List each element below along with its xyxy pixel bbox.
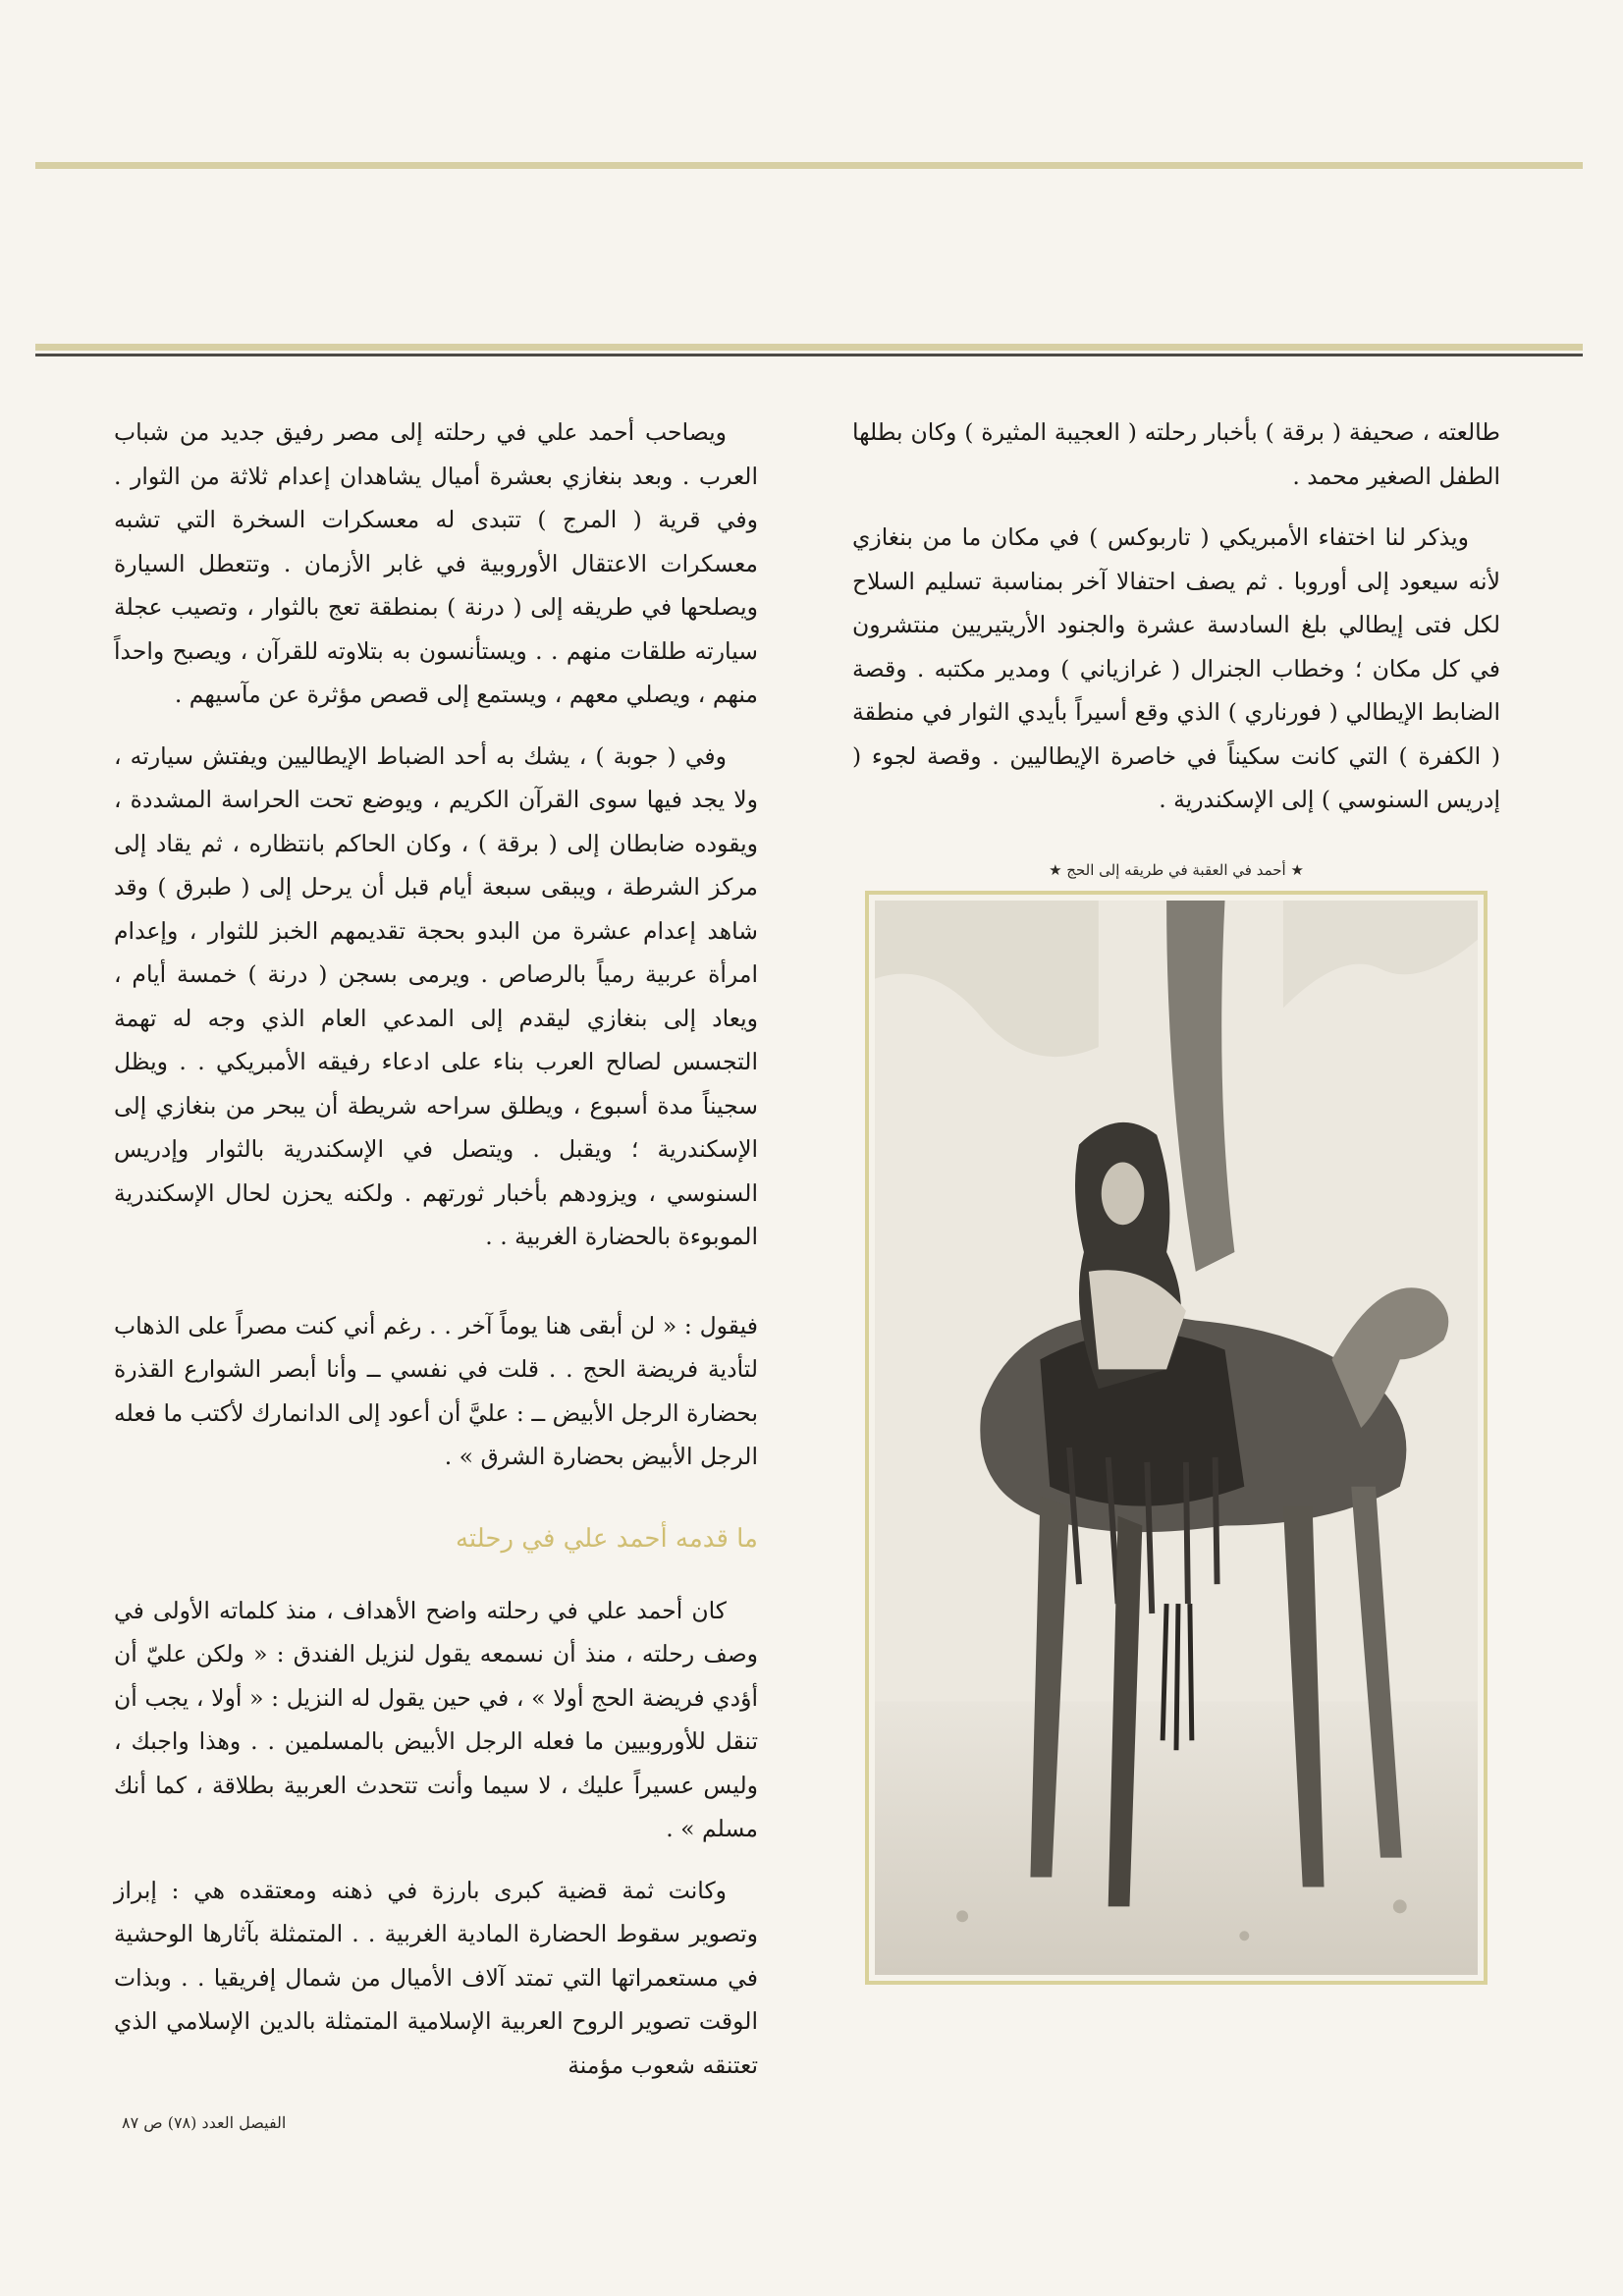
left-paragraph-1: ويصاحب أحمد علي في رحلته إلى مصر رفيق جديد من شباب العرب . وبعد بنغازي بعشرة أميال يشاهدان إعدام ثلاثة من الثوار . وفي قرية ( المرج ) تتبدى له معسكرات السخرة التي تشبه معسكرات الاعتقال الأوروبية في غابر الأزمان . وتتعطل السيارة ويصلحها في طريقه إلى ( درنة ) بمنطقة تعج بالثوار ، وتصيب عجلة سيارته طلقات منهم . . ويستأنسون به بتلاوته للقرآن ، ويصبح واحداً منهم ، ويصلي معهم ، ويستمع إلى قصص مؤثرة عن مآسيهم . bbox=[114, 418, 758, 708]
left-paragraph-3: فيقول : « لن أبقى هنا يوماً آخر . . رغم أني كنت مصراً على الذهاب لتأدية فريضة الحج . . قلت في نفسي ــ وأنا أبصر الشوارع القذرة بحضارة الرجل الأبيض ــ : عليَّ أن أعود إلى الدانمارك لأكتب ما فعله الرجل الأبيض بحضارة الشرق » . bbox=[114, 1311, 758, 1470]
right-paragraph-1: طالعته ، صحيفة ( برقة ) بأخبار رحلته ( العجيبة المثيرة ) وكان بطلها الطفل الصغير محمد . bbox=[852, 418, 1500, 490]
middle-rule-dark bbox=[35, 354, 1583, 356]
left-paragraph-5: وكانت ثمة قضية كبرى بارزة في ذهنه ومعتقده هي : إبراز وتصوير سقوط الحضارة المادية الغربية . . المتمثلة بآثارها الوحشية في مستعمراتها التي تمتد آلاف الأميال من شمال إفريقيا . . وبذات الوقت تصوير الروح العربية الإسلامية المتمثلة بالدين الإسلامي الذي تعتنقه شعوب مؤمنة bbox=[114, 1876, 758, 2079]
right-column bbox=[852, 410, 1500, 1985]
pilgrim-on-camel-photo bbox=[875, 901, 1478, 1975]
left-paragraph-4: كان أحمد علي في رحلته واضح الأهداف ، منذ كلماته الأولى في وصف رحلته ، منذ أن نسمعه يقول لنزيل الفندق : « ولكن عليّ أن أؤدي فريضة الحج أولا » ، في حين يقول له النزيل : « أولا ، يجب أن تنقل للأوروبيين ما فعله الرجل الأبيض بالمسلمين . . وهذا واجبك ، وليس عسيراً عليك ، لا سيما وأنت تتحدث العربية بطلاقة ، كما أنك مسلم » . bbox=[114, 1596, 758, 1842]
right-paragraph-2: ويذكر لنا اختفاء الأمبريكي ( تاربوكس ) في مكان ما من بنغازي لأنه سيعود إلى أوروبا . ثم يصف احتفالا آخر بمناسبة تسليم السلاح لكل فتى إيطالي بلغ السادسة عشرة والجنود الأريتيريين منتشرون في كل مكان ؛ وخطاب الجنرال ( غرازياني ) ومدير مكتبه . وقصة الضابط الإيطالي ( فورناري ) الذي وقع أسيراً بأيدي الثوار في منطقة ( الكفرة ) التي كانت سكيناً في خاصرة الإيطاليين . وقصة لجوء ( إدريس السنوسي ) إلى الإسكندرية . bbox=[852, 523, 1500, 813]
section-heading: ما قدمه أحمد علي في رحلته bbox=[455, 1523, 758, 1554]
middle-rule-olive bbox=[35, 344, 1583, 351]
left-column bbox=[114, 410, 758, 2105]
top-rule-olive bbox=[35, 162, 1583, 169]
photo-frame bbox=[865, 891, 1488, 1985]
photo-caption: ★ أحمد في العقبة في طريقه إلى الحج ★ bbox=[1049, 860, 1304, 879]
left-paragraph-2: وفي ( جوبة ) ، يشك به أحد الضباط الإيطاليين ويفتش سيارته ، ولا يجد فيها سوى القرآن الكريم ، ويوضع تحت الحراسة المشددة ، ويقوده ضابطان إلى ( برقة ) ، وكان الحاكم بانتظاره ، ثم يقاد إلى مركز الشرطة ، ويبقى سبعة أيام قبل أن يرحل إلى ( طبرق ) وقد شاهد إعدام عشرة من البدو بحجة تقديمهم الخبز للثوار ، وإعدام امرأة عربية رمياً بالرصاص . ويرمى بسجن ( درنة ) خمسة أيام ، ويعاد إلى بنغازي ليقدم إلى المدعي العام الذي وجه له تهمة التجسس لصالح العرب بناء على ادعاء رفيقه الأمبريكي . . ويظل سجيناً مدة أسبوع ، ويطلق سراحه شريطة أن يبحر من بنغازي إلى الإسكندرية ؛ ويقبل . ويتصل في الإسكندرية بالثوار وإدريس السنوسي ، ويزودهم بأخبار ثورتهم . ولكنه يحزن لحال الإسكندرية الموبوءة بالحضارة الغربية . . bbox=[114, 741, 758, 1250]
page-footer: الفيصل العدد (٧٨) ص ٨٧ bbox=[122, 2113, 287, 2132]
